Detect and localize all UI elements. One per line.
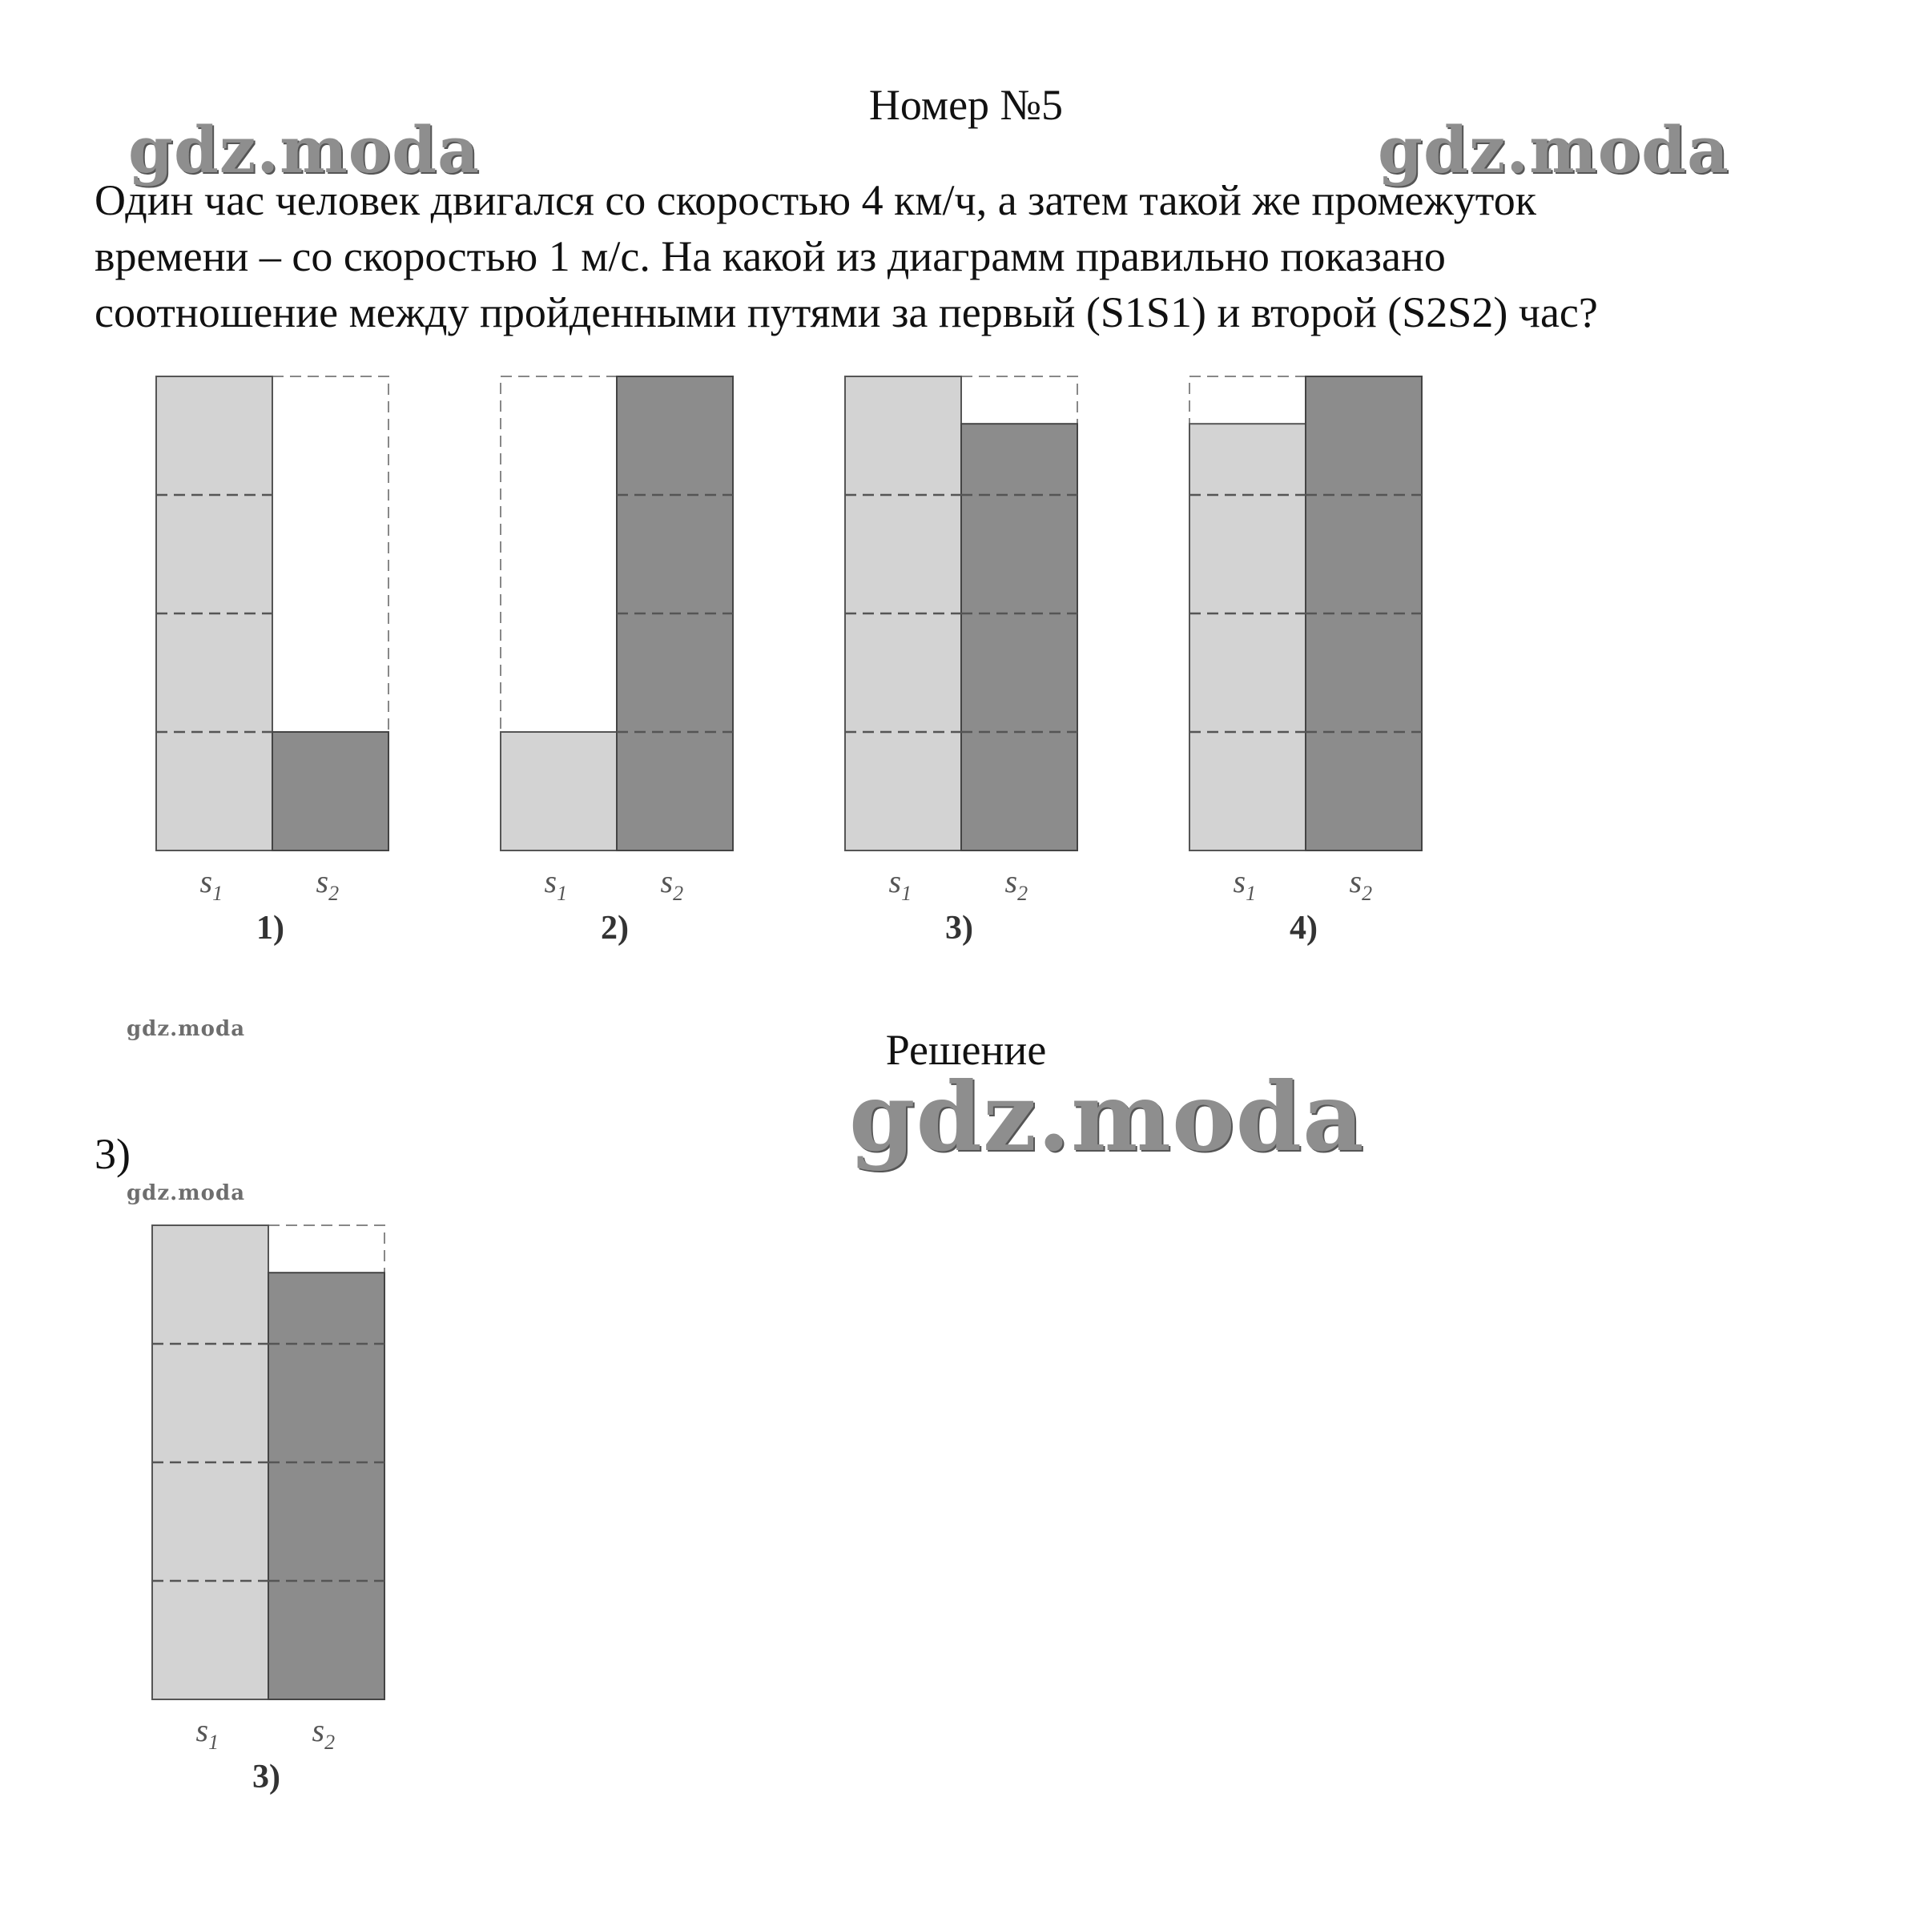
problem-line: времени – со скоростью 1 м/с. На какой из диаграмм правильно показано bbox=[95, 232, 1446, 280]
bar-s1 bbox=[501, 732, 617, 850]
option-label: 3) bbox=[252, 1759, 280, 1795]
problem-line: соотношение между пройденными путями за первый (S1S1) и второй (S2S2) час? bbox=[95, 288, 1598, 336]
label-s2: $s_2$ bbox=[316, 863, 340, 905]
option-label: 2) bbox=[601, 910, 629, 947]
label-s1: $s_1$ bbox=[544, 863, 568, 905]
diagram-3 bbox=[845, 376, 1077, 947]
label-s2: $s_2$ bbox=[1004, 863, 1028, 905]
option-label: 4) bbox=[1290, 910, 1318, 947]
label-s1: $s_1$ bbox=[1233, 863, 1257, 905]
watermark: gdz.moda bbox=[127, 1017, 246, 1041]
watermark: gdz.moda bbox=[128, 112, 480, 187]
problem-title: Номер №5 bbox=[868, 81, 1064, 129]
label-s1: $s_1$ bbox=[888, 863, 912, 905]
diagram-2 bbox=[501, 376, 733, 947]
bar-s2 bbox=[268, 1273, 384, 1699]
solution-answer: 3) bbox=[95, 1130, 131, 1178]
bar-s2 bbox=[961, 424, 1077, 850]
diagram-1 bbox=[156, 376, 388, 947]
option-label: 3) bbox=[945, 910, 973, 947]
watermark: gdz.moda bbox=[1378, 112, 1729, 187]
label-s2: $s_2$ bbox=[312, 1712, 336, 1754]
label-s2: $s_2$ bbox=[1349, 863, 1373, 905]
label-s2: $s_2$ bbox=[660, 863, 684, 905]
label-s1: $s_1$ bbox=[199, 863, 223, 905]
problem-line: Один час человек двигался со скоростью 4 км/ч, а затем такой же промежуток bbox=[95, 176, 1536, 224]
label-s1: $s_1$ bbox=[195, 1712, 219, 1754]
watermark: gdz.moda bbox=[127, 1181, 246, 1205]
watermark: gdz.moda bbox=[849, 1061, 1365, 1172]
solution-diagram bbox=[96, 1177, 417, 1802]
diagram-solution bbox=[152, 1225, 384, 1795]
option-label: 1) bbox=[256, 910, 284, 947]
answer-diagrams bbox=[96, 344, 1474, 969]
bar-s2 bbox=[272, 732, 388, 850]
problem-text bbox=[95, 172, 1857, 340]
bar-s1 bbox=[1189, 424, 1306, 850]
solution-title: Решение bbox=[885, 1026, 1047, 1074]
diagram-4 bbox=[1189, 376, 1422, 947]
